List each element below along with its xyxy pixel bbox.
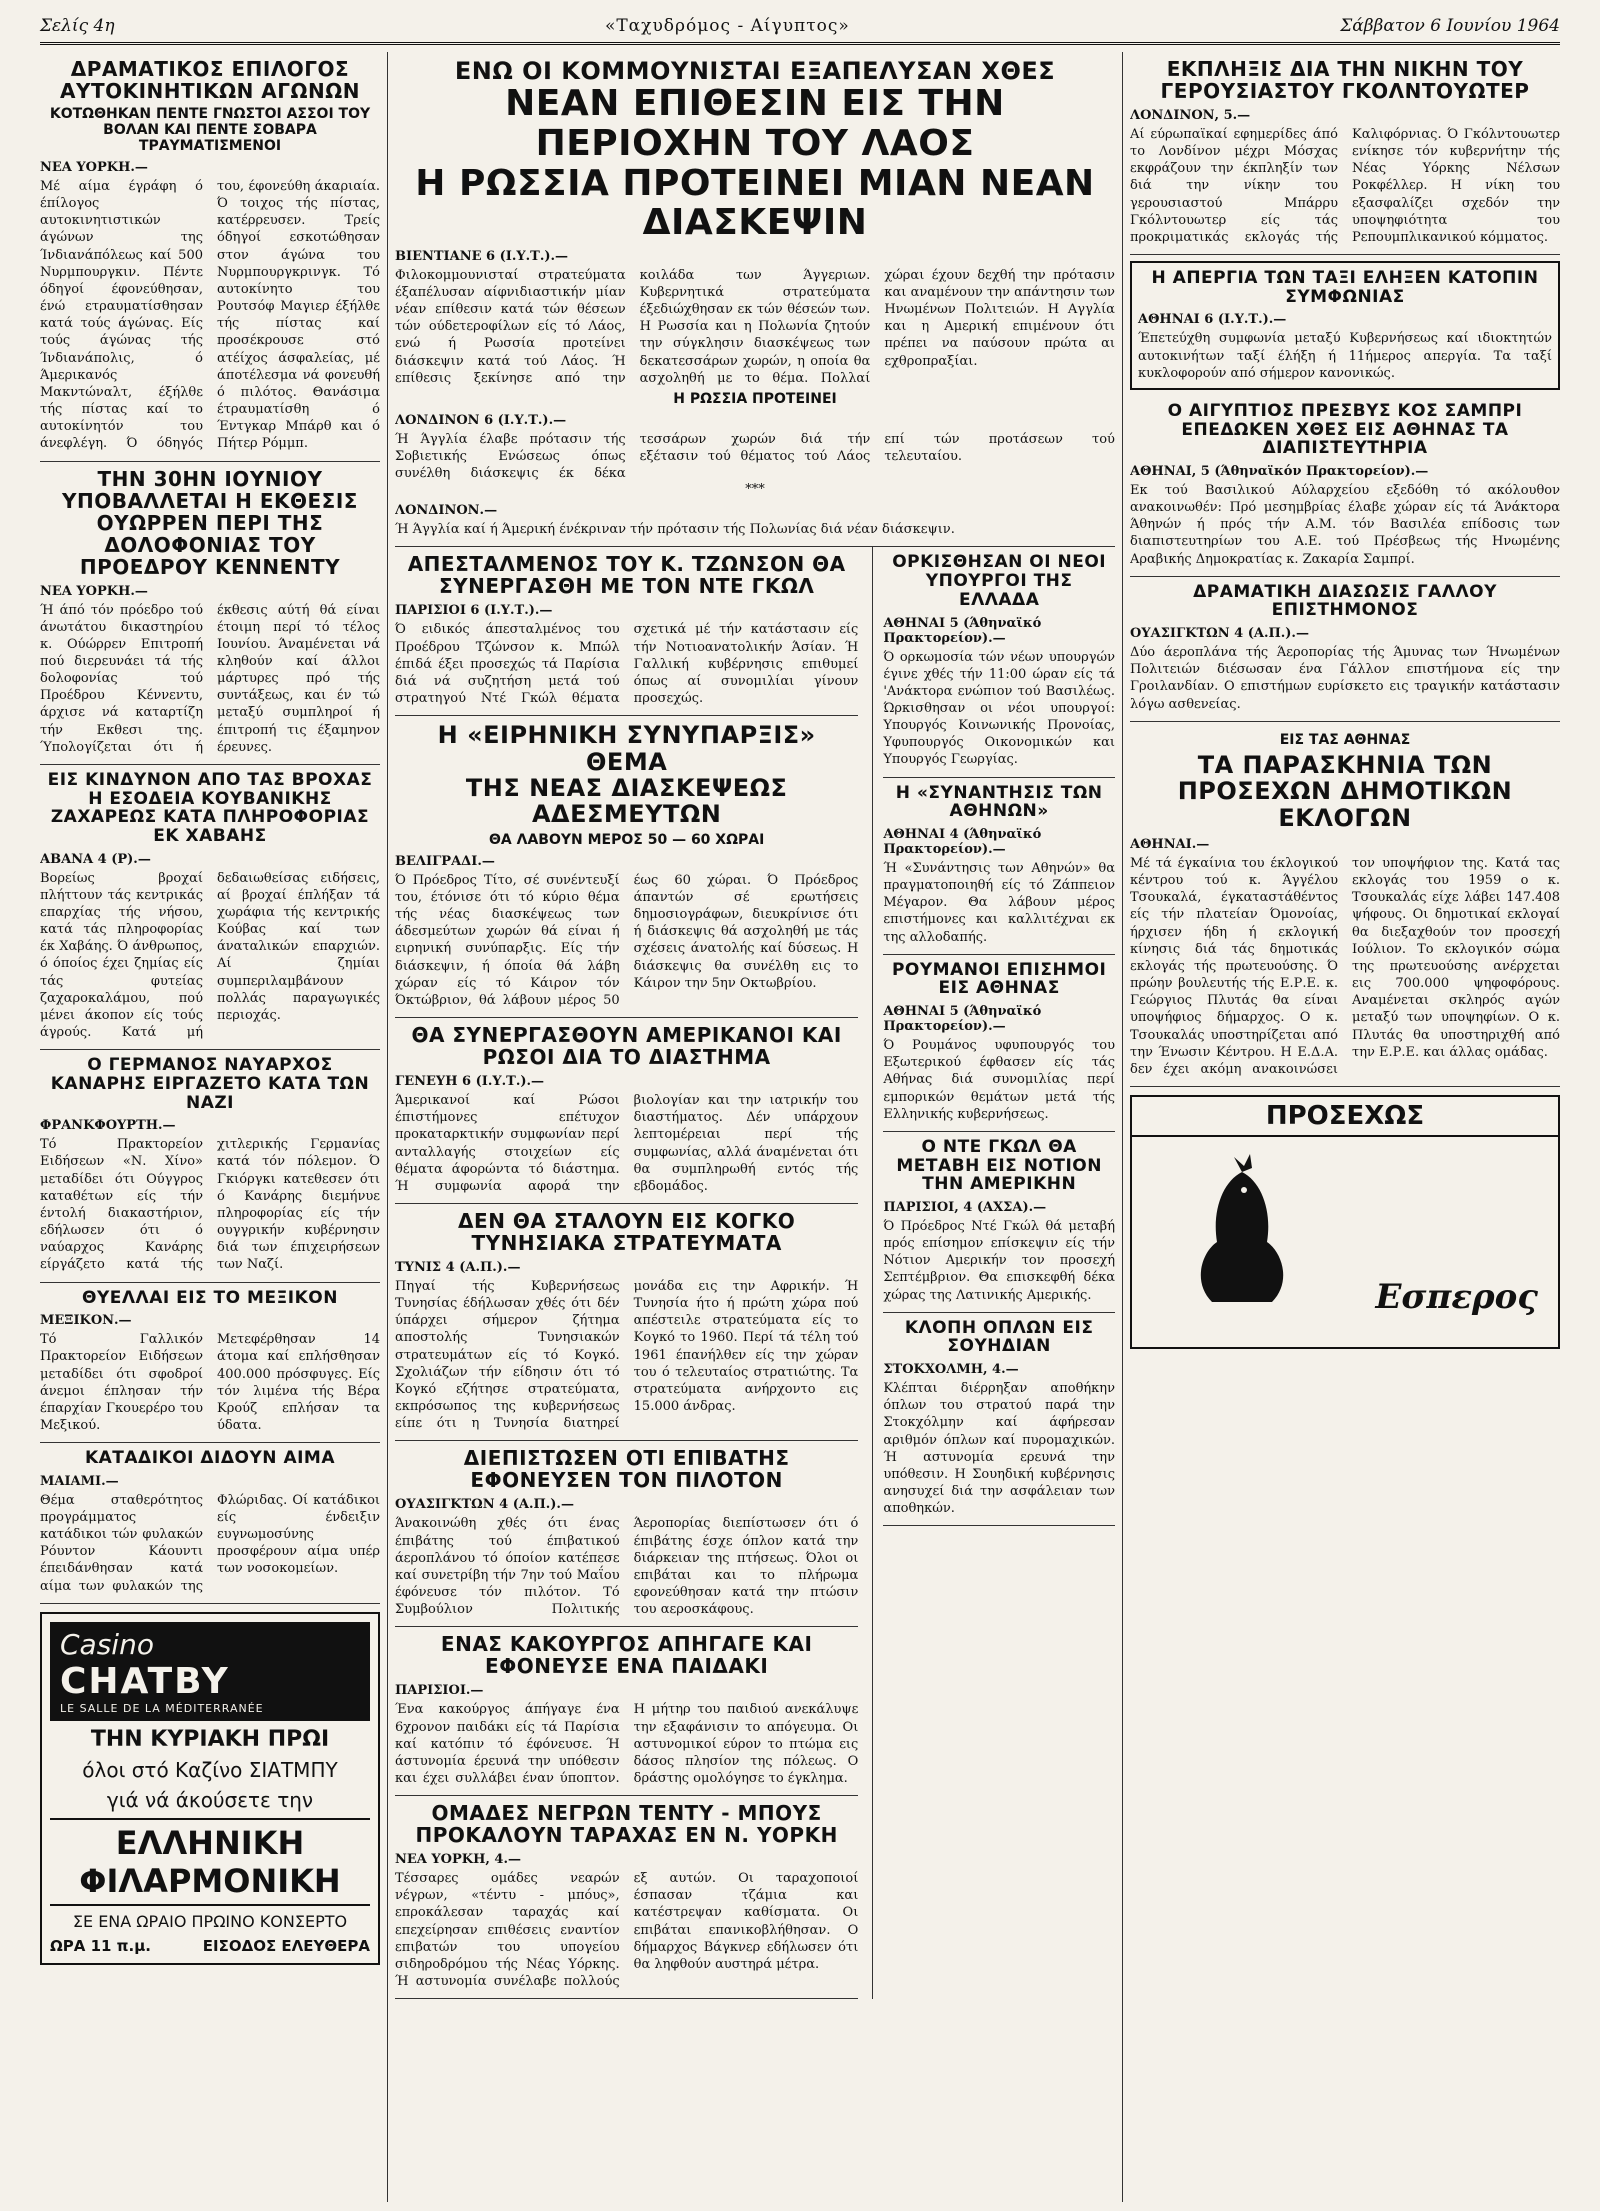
article-teddy-boys xyxy=(395,1796,858,1999)
article-goldwater xyxy=(1130,52,1560,255)
casino-logo xyxy=(50,1622,370,1721)
article-body: Ό ορκωμοσία τών νέων υπουργών έγινε χθές τήν 11:00 ώραν είς τά 'Ανάκτορα ενώπιον τού Βασιλέως. Ώρκισθησαν οι νέοι υπουργοί: Υπουργός Κοινωνικής Προνοίας, Υφυπουργός Οικονομικών και Υπουργός Γεωργίας. xyxy=(883,649,1115,768)
separator-stars: *** xyxy=(745,482,765,498)
article-athens-meeting xyxy=(883,778,1115,955)
article-headline: ΚΛΟΠΗ ΟΠΛΩΝ ΕΙΣ ΣΟΥΗΔΙΑΝ xyxy=(904,1317,1094,1357)
article-headline: ΕΙΣ ΚΙΝΔΥΝΟΝ ΑΠΟ ΤΑΣ ΒΡΟΧΑΣ Η ΕΣΟΔΕΙΑ ΚΟΥΒΑΝΙΚΗΣ ΖΑΧΑΡΕΩΣ ΚΑΤΑ ΠΛΗΡΟΦΟΡΙΑΣ ΕΚ ΧΑΒΑΗΣ xyxy=(47,769,373,846)
article-degaulle xyxy=(883,1132,1115,1313)
article-dateline: ΛΟΝΔΙΝΟΝ.— xyxy=(395,503,498,519)
article-dateline: ΛΟΝΔΙΝΟΝ, 5.— xyxy=(1130,108,1251,123)
article-dateline: ΝΕΑ ΥΟΡΚΗ, 4.— xyxy=(395,1852,521,1868)
article-headline: ΡΟΥΜΑΝΟΙ ΕΠΙΣΗΜΟΙ ΕΙΣ ΑΘΗΝΑΣ xyxy=(891,959,1107,999)
article-ambassador xyxy=(1130,396,1560,577)
issue-date: Σάββατον 6 Ιουνίου 1964 xyxy=(1340,16,1560,36)
article-headline: ΔΡΑΜΑΤΙΚΗ ΔΙΑΣΩΣΙΣ ΓΑΛΛΟΥ ΕΠΙΣΤΗΜΟΝΟΣ xyxy=(1193,581,1497,621)
article-headline-1: Η «ΕΙΡΗΝΙΚΗ ΣΥΝΥΠΑΡΞΙΣ» ΘΕΜΑ xyxy=(437,721,816,776)
article-dateline: ΟΥΑΣΙΓΚΤΩΝ 4 (Α.Π.).— xyxy=(1130,626,1309,642)
article-body: Ή «Συνάντησις των Αθηνών» θα πραγματοποιηθή είς τό Ζάππειον Μέγαρον. Θα λάβουν μέρος επιστήμονες και καλλιτέχναι εκ της αλλοδαπής. xyxy=(883,861,1115,945)
article-headline: ΑΠΕΣΤΑΛΜΕΝΟΣ ΤΟΥ Κ. ΤΖΩΝΣΟΝ ΘΑ ΣΥΝΕΡΓΑΣΘΗ ΜΕ ΤΟΝ ΝΤΕ ΓΚΩΛ xyxy=(407,552,846,599)
article-ministers xyxy=(883,547,1115,777)
article-body: Ό Πρόεδρος Τίτο, σέ συνέντευξί του, έτόνισε ότι τό κύριο θέμα τής νέας διασκέψεως των άδεσμεύτων χωρών θά είναι ή ειρηνική συνύπαρξις. Είς τήν διάσκεψιν, ή όποία θά λάβη χώραν είς τό Κάιρον τόν Όκτώβριον, θά λάβουν μέρος 50 έως 60 χώραι. Ό Πρόεδρος άπαντών σέ ερωτήσεις δημοσιογράφων, διευκρίνισε ότι ή διάσκεψις θά ασχοληθή με τάς σχέσεις άνατολής καί δύσεως. Η διάσκεψις θα συνέλθη εις το Κάιρον την 5ην Οκτωβρίου. xyxy=(395,872,859,1008)
article-headline: Ο ΝΤΕ ΓΚΩΛ ΘΑ ΜΕΤΑΒΗ ΕΙΣ ΝΟΤΙΟΝ ΤΗΝ ΑΜΕΡΙΚΗΝ xyxy=(896,1136,1102,1195)
article-headline: ΕΝΑΣ ΚΑΚΟΥΡΓΟΣ ΑΠΗΓΑΓΕ ΚΑΙ ΕΦΟΝΕΥΣΕ ΕΝΑ ΠΑΙΔΑΚΙ xyxy=(440,1632,813,1679)
article-warren xyxy=(40,462,380,765)
page-number: Σελίς 4η xyxy=(40,16,115,36)
article-dateline: ΝΕΑ ΥΟΡΚΗ.— xyxy=(40,160,148,175)
masthead xyxy=(40,10,1560,45)
article-dateline: ΑΘΗΝΑΙ 6 (Ι.Υ.Τ.).— xyxy=(1138,312,1287,328)
article-body: Τό Γαλλικόν Πρακτορείον Ειδήσεων μεταδίδει ότι σφοδροί άνεμοι έπλησαν τήν έπαρχίαν Γκουερέρο του Μεξικού. Μετεφέρθησαν 14 άτομα καί επλήσθησαν 400.000 πρόσφυγες. Είς τόν λιμένα τής Βέρα Κρούζ επλήσαν τα ύδατα. xyxy=(40,1332,380,1433)
article-headline: ΘΥΕΛΛΑΙ ΕΙΣ ΤΟ ΜΕΞΙΚΟΝ xyxy=(82,1287,338,1308)
article-body: Εκ τού Βασιλικού Αύλαρχείου εξεδόθη τό ακόλουθον ανακοινωθέν: Πρό μεσημβρίας έλαβε χώραν είς τά Άνάκτορα Άθηνών ή πρός τήν Α.Μ. τόν Βασιλέα επίδοσις των διαπιστευτηρίων του Α.Ε. τού Πρέσβεως τής Ηνωμένης Αραβικής Δημοκρατίας κ. Ζακαρία Σαμπρί. xyxy=(1130,483,1560,567)
article-body: Άμερικανοί καί Ρώσοι έπιστήμονες επέτυχον προκαταρκτικήν συμφωνίαν περί ανταλλαγής στοιχείων είς θέματα άφορώντα τό διάστημα. Ή συμφωνία αφορά την βιολογίαν και την ιατρικήν του διαστήματος. Δέν υπάρχουν λεπτομέρειαι περί τής συμφωνίας, αλλά άναμένεται ότι θα συμπληρωθή εντός τής εβδομάδος. xyxy=(395,1093,859,1194)
article-body: Αί εύρωπαϊκαί εφημερίδες άπό το Λονδίνον μέχρι Μόσχας εκφράζουν την έκπληξίν των διά την νίκην του γερουσιαστού Μπάρρυ Γκόλντουωτερ είς τάς προκριματικάς εκλογάς τής Καλιφόρνιας. Ό Γκόλντουωτερ ενίκησε τόν κυβερνήτην τής Νέας Υόρκης Νέλσων Ροκφέλλερ. Η νίκη του εξασφαλίζει σχεδόν την υποψηφιότητα του Ρεπουμπλικανικού κόμματος. xyxy=(1130,127,1560,245)
ad-line: ΤΗΝ ΚΥΡΙΑΚΗ ΠΡΩΙ xyxy=(90,1726,330,1752)
article-elections xyxy=(1130,722,1560,1087)
article-headline: ΤΗΝ 30ΗΝ ΙΟΥΝΙΟΥ ΥΠΟΒΑΛΛΕΤΑΙ Η ΕΚΘΕΣΙΣ ΟΥΩΡΡΕΝ ΠΕΡΙ ΤΗΣ ΔΟΛΟΦΟΝΙΑΣ ΤΟΥ ΠΡΟΕΔΡΟΥ ΚΕΝΝΕΝΤΥ xyxy=(62,466,358,579)
paper-name: «Ταχυδρόμος - Αίγυπτος» xyxy=(604,16,850,36)
article-headline: ΚΑΤΑΔΙΚΟΙ ΔΙΔΟΥΝ ΑΙΜΑ xyxy=(84,1448,336,1469)
center-side xyxy=(872,547,1115,1999)
article-space xyxy=(395,1018,858,1204)
article-dateline: ΟΥΑΣΙΓΚΤΩΝ 4 (Α.Π.).— xyxy=(395,1497,574,1513)
lead-headline-1: ΕΝΩ ΟΙ ΚΟΜΜΟΥΝΙΣΤΑΙ ΕΞΑΠΕΛΥΣΑΝ ΧΘΕΣ xyxy=(454,57,1056,85)
article-dateline: ΤΥΝΙΣ 4 (Α.Π.).— xyxy=(395,1260,521,1276)
article-body: Ό Πρόεδρος Ντέ Γκώλ θά μεταβή πρός επίσημον επίσκεψιν είς τήν Νότιον Αμερικήν τον προσεχή Σεπτέμβριον. Θα επισκεφθή δέκα χώρας της Λατινικής Αμερικής. xyxy=(883,1219,1115,1303)
center-main xyxy=(395,547,858,1999)
article-headline: ΔΕΝ ΘΑ ΣΤΑΛΟΥΝ ΕΙΣ ΚΟΓΚΟ ΤΥΝΗΣΙΑΚΑ ΣΤΡΑΤΕΥΜΑΤΑ xyxy=(458,1209,796,1256)
ad-brand: Εσπερος xyxy=(1375,1276,1538,1317)
article-body: Μέ τά έγκαίνια του έκλογικού κέντρου τού κ. Άγγέλου Τσουκαλά, έγκαταστάθέντος είς τήν πλατείαν Όμονοίας, ήρχισεν ήδη ή εκλογική κίνησις διά τάς δημοτικάς εκλογάς τής πρωτευούσης. Ό πρώην βουλευτής τής Ε.Ρ.Ε. κ. Γεώργιος Πλυτάς θα είναι υποψήφιος δήμαρχος. Ο κ. Τσουκαλάς υποστηρίζεται από την Ένωσιν Κέντρου. Η Ε.Δ.Α. δεν έχει ακόμη ανακοινώσει τον υποψήφιον της. Κατά τας εκλογάς του 1959 ο κ. Τσουκαλάς είχε λάβει 147.408 ψήφους. Οι δημοτικαί εκλογαί θα διεξαχθούν τον προσεχή Ιούλιον. Το εκλογικόν σώμα της πρωτευούσης ανέρχεται εις 700.000 ψηφοφόρους. Αναμένεται σκληρός αγών μεταξύ των υποψηφίων. Ο κ. Πλυτάς θα υποστηριχθή από την Ε.Ρ.Ε. και άλλας ομάδας. xyxy=(1130,855,1560,1077)
article-cuba xyxy=(40,765,380,1050)
article-dateline: ΜΕΞΙΚΟΝ.— xyxy=(40,1313,132,1329)
article-headline: Η «ΣΥΝΑΝΤΗΣΙΣ ΤΩΝ ΑΘΗΝΩΝ» xyxy=(895,782,1103,822)
column-rule xyxy=(387,52,388,2202)
article-congo xyxy=(395,1204,858,1441)
article-blood xyxy=(40,1443,380,1604)
ad-line: γιά νά άκούσετε την xyxy=(106,1787,314,1812)
article-body: Άνακοινώθη χθές ότι ένας έπιβάτης τού έπιβατικού άεροπλάνου τό όποίον κατέπεσε καί συνετρίβη τήν 7ην τού Μαΐου έφόνευσε τόν πιλότον. Τό Συμβούλιον Πολιτικής Άεροπορίας διεπίστωσεν ότι ό έπιβάτης έσχε όπλον κατά την διάρκειαν της πτήσεως. Όλοι οι επιβάται και το πλήρωμα εφονεύθησαν κατά την πτώσιν του αεροσκάφους. xyxy=(395,1516,859,1618)
column-left xyxy=(40,52,380,2202)
article-race xyxy=(40,52,380,462)
article-kicker: ΕΙΣ ΤΑΣ ΑΘΗΝΑΣ xyxy=(1279,731,1411,748)
article-dateline: ΠΑΡΙΣΙΟΙ 6 (Ι.Υ.Τ.).— xyxy=(395,603,553,619)
article-johnson xyxy=(395,547,858,716)
article-dateline: ΓΕΝΕΥΗ 6 (Ι.Υ.Τ.).— xyxy=(395,1074,545,1090)
article-headline-2: ΤΗΣ ΝΕΑΣ ΔΙΑΣΚΕΨΕΩΣ ΑΔΕΣΜΕΥΤΩΝ xyxy=(465,774,788,829)
article-dateline: ΛΟΝΔΙΝΟΝ 6 (Ι.Υ.Τ.).— xyxy=(395,412,567,428)
column-center xyxy=(395,52,1115,2202)
article-dateline: ΑΘΗΝΑΙ 5 (Άθηναϊκό Πρακτορείον).— xyxy=(883,615,1042,646)
article-criminal xyxy=(395,1627,858,1796)
article-mexico xyxy=(40,1283,380,1444)
article-subhead: ΚΟΤΩΘΗΚΑΝ ΠΕΝΤΕ ΓΝΩΣΤΟΙ ΑΣΣΟΙ ΤΟΥ ΒΟΛΑΝ ΚΑΙ ΠΕΝΤΕ ΣΟΒΑΡΑ ΤΡΑΥΜΑΤΙΣΜΕΝΟΙ xyxy=(49,106,371,154)
article-dateline: ΠΑΡΙΣΙΟΙ, 4 (ΑΧΣΑ).— xyxy=(883,1200,1047,1216)
ad-footer xyxy=(50,1937,370,1955)
article-body: Ή Άγγλία έλαβε πρότασιν τής Σοβιετικής Ενώσεως όπως συνέλθη διάσκεψις έκ δέκα τεσσάρων χωρών διά τήν εξέτασιν τού θέματος τού Λάος επί τών προτάσεων τού τελευταίου. xyxy=(395,431,1115,482)
article-rescue xyxy=(1130,577,1560,722)
article-headline: ΟΜΑΔΕΣ ΝΕΓΡΩΝ ΤΕΝΤΥ - ΜΠΟΥΣ ΠΡΟΚΑΛΟΥΝ ΤΑΡΑΧΑΣ ΕΝ Ν. ΥΟΡΚΗ xyxy=(415,1801,838,1848)
article-body: Φιλοκομμουνισταί στρατεύματα έξαπέλυσαν αίφνιδιαστικήν μίαν νέαν επίθεσιν κατά τών θέσεων τών ούδετεροφίλων είς τό Λάος, ενώ ή Ρωσσία προτείνει διάσκεψιν κατά τού Λάος. Ή επίθεσις ξεκίνησε από την κοιλάδα των Άγγεριων. Κυβερνητικά στρατεύματα έξεδιώχθησαν εκ τών θέσεών των. Η Ρωσσία και η Πολωνία ζητούν την σύγκλησιν διασκέψεως των δεκατεσσάρων χωρών, η οποία θα ασχοληθή με το θέμα. Πολλαί χώραι έχουν δεχθή την πρότασιν και αναμένουν την απάντησιν των Ηνωμένων Πολιτειών. Η Αγγλία και η Αμερική επιμένουν ότι πρέπει να παύσουν πρώτα αι εχθροπραξίαι. xyxy=(395,267,1115,386)
ad-title: ΠΡΟΣΕΧΩΣ xyxy=(1132,1097,1558,1137)
article-body: Ή Άγγλία καί ή Άμερική ένέκριναν τήν πρότασιν τής Πολωνίας διά νέαν διάσκεψιν. xyxy=(395,522,955,538)
lead-headline-2: ΝΕΑΝ ΕΠΙΘΕΣΙΝ ΕΙΣ ΤΗΝ ΠΕΡΙΟΧΗΝ ΤΟΥ ΛΑΟΣ xyxy=(505,83,1005,164)
article-dateline: ΑΘΗΝΑΙ.— xyxy=(1130,836,1210,852)
article-laos xyxy=(395,52,1115,547)
article-dateline: ΣΤΟΚΧΟΛΜΗ, 4.— xyxy=(883,1362,1019,1378)
casino-advertisement xyxy=(40,1612,380,1965)
article-body: Ό Ρουμάνος υφυπουργός του Εξωτερικού έφθασεν είς τάς Αθήνας διά συνομιλίας περί εμπορικών θεμάτων μετά τής Ελληνικής κυβερνήσεως. xyxy=(883,1038,1115,1122)
article-body: Τέσσαρες ομάδες νεαρών νέγρων, «τέντυ - μπόυς», επροκάλεσαν ταραχάς καί επεχείρησαν επιθέσεις εναντίον επιβατών του υπογείου σιδηροδρόμου τής Νέας Υόρκης. Ή αστυνομία συνέλαβε πολλούς εξ αυτών. Οι ταραχοποιοί έσπασαν τζάμια και κατέστρεψαν καθίσματα. Οι επιβάται επανικοβλήθησαν. Ο δήμαρχος Βάγκνερ εδήλωσεν ότι θα ληφθούν αυστηρά μέτρα. xyxy=(395,1871,859,1990)
article-dateline: ΜΑΙΑΜΙ.— xyxy=(40,1473,119,1489)
article-body: Βορείως βροχαί πλήττουν τάς κεντρικάς επαρχίας τής νήσου, κατά τάς πληροφορίας έκ Χαβάης. Ό άνθρωπος, ό όποίος έχει ζημίας είς τάς φυτείας ζαχαροκαλάμου, πού μένει άκοπον είς τούς άγρούς. Κατά μή δεδαιωθείσας ειδήσεις, αί βροχαί έπλήξαν τά χωράφια τής κεντρικής Κούβας καί των άναταλικών επαρχιών. Αί ζημίαι συμπεριλαμβάνουν πολλάς παραγωγικές περιοχάς. xyxy=(40,870,380,1041)
ad-line: όλοι στό Καζίνο ΣΙΑΤΜΠΥ xyxy=(82,1757,338,1782)
article-dateline: ΠΑΡΙΣΙΟΙ.— xyxy=(395,1683,484,1699)
ad-line: ΣΕ ΕΝΑ ΩΡΑΙΟ ΠΡΩΙΝΟ ΚΟΝΣΕΡΤΟ xyxy=(72,1911,348,1931)
article-body: Θέμα σταθερότητος προγράμματος κατάδικοι τών φυλακών Ρόυντον Κάουντι έπειδάνθησαν κατά αίμα των φυλακών της Φλώριδας. Οί κατάδικοι είς ένδειξιν ευγνωμοσύνης προσφέρουν αίμα υπέρ των νοσοκομείων. xyxy=(40,1492,380,1594)
ad-time: ΩΡΑ 11 π.μ. xyxy=(50,1936,151,1955)
lead-headline-3: Η ΡΩΣΣΙΑ ΠΡΟΤΕΙΝΕΙ ΜΙΑΝ ΝΕΑΝ ΔΙΑΣΚΕΨΙΝ xyxy=(415,162,1095,244)
article-dateline: ΑΘΗΝΑΙ 5 (Άθηναϊκό Πρακτορείον).— xyxy=(883,1004,1042,1035)
column-rule xyxy=(1122,52,1123,2202)
article-body: Τό Πρακτορείον Ειδήσεων «Ν. Χίνο» μεταδίδει ότι Ούγγρος καταθέτων είς τήν έντολή διακαστήριον, εδήλωσεν ότι ό ναύαρχος Κανάρης είργάζετο κατά τής χιτλερικής Γερμανίας κατά τόν πόλεμον. Ό Γκιόργκι κατεθεσεν ότι ό Κανάρης διεμήνυε πληροφορίας είς τήν ουγγρικήν κυβέρνησιν διά των έπιχειρήσεων των Ναζί. xyxy=(40,1137,380,1273)
article-headline: Ο ΓΕΡΜΑΝΟΣ ΝΑΥΑΡΧΟΣ ΚΑΝΑΡΗΣ ΕΙΡΓΑΖΕΤΟ ΚΑΤΑ ΤΩΝ ΝΑΖΙ xyxy=(50,1055,370,1113)
center-split xyxy=(395,547,1115,1999)
article-body: Δύο άεροπλάνα τής Άεροπορίας τής Άμυνας των Ήνωμένων Πολιτειών διέσωσαν ένα Γάλλον επιστήμονα είς την Γροιλανδίαν. Ο επιστήμων ευρίσκετο εις τραγικήν κατάστασιν λόγω ασθενείας. xyxy=(1130,645,1560,712)
article-body: Ή άπό τόν πρόεδρο τού άνωτάτου δικαστηρίου κ. Ούώρρεν Επιτροπή πού διερευνάει τά τής δολοφονίας τού Προέδρου Κέννεντυ, άρχισε νά καταρτίζη τήν Εκθεσι της. Ύπολογίζεται ότι ή έκθεσις αύτή θά είναι έτοιμη περί τό τέλος Ιουνίου. Άναμένεται νά κληθούν καί άλλοι μάρτυρες πρό τής συντάξεως, και έν τώ μεταξύ συμπληροί ή έπιτροπή τις έξαμηνον έρευνες. xyxy=(40,602,380,755)
article-dateline: ΒΙΕΝΤΙΑΝΕ 6 (Ι.Υ.Τ.).— xyxy=(395,248,569,264)
ad-entry: ΕΙΣΟΔΟΣ ΕΛΕΥΘΕΡΑ xyxy=(202,1936,370,1955)
article-dateline: ΦΡΑΝΚΦΟΥΡΤΗ.— xyxy=(40,1118,176,1134)
article-headline: ΔΡΑΜΑΤΙΚΟΣ ΕΠΙΛΟΓΟΣ ΑΥΤΟΚΙΝΗΤΙΚΩΝ ΑΓΩΝΩΝ xyxy=(59,57,360,103)
ad-line: ΕΛΛΗΝΙΚΗ ΦΙΛΑΡΜΟΝΙΚΗ xyxy=(50,1818,370,1906)
article-pilot xyxy=(395,1441,858,1627)
article-headline: ΟΡΚΙΣΘΗΣΑΝ ΟΙ ΝΕΟΙ ΥΠΟΥΡΓΟΙ ΤΗΣ ΕΛΛΑΔΑ xyxy=(892,552,1107,610)
article-headline: Ο ΑΙΓΥΠΤΙΟΣ ΠΡΕΣΒΥΣ ΚΟΣ ΣΑΜΠΡΙ ΕΠΕΔΩΚΕΝ ΧΘΕΣ ΕΙΣ ΑΘΗΝΑΣ ΤΑ ΔΙΑΠΙΣΤΕΥΤΗΡΙΑ xyxy=(1167,400,1523,459)
casino-logo-name: CHATBY xyxy=(60,1660,230,1702)
article-dateline: ΒΕΛΙΓΡΑΔΙ.— xyxy=(395,853,495,869)
article-body: Πηγαί τής Κυβερνήσεως Τυνησίας έδήλωσαν χθές ότι δέν ύπάρχει σήμερον ζήτημα αποστολής Τυνησιακών στρατευμάτων είς τό Κογκό. Σχολιάζων τήν είδησιν ότι τό Κογκό εζήτησε στρατεύματα, εκπρόσωπος της κυβερνήσεως είπε ότι η Τυνησία διατηρεί μονάδα εις την Αφρικήν. Ή Τυνησία ήτο ή πρώτη χώρα πού απέστειλε στρατεύματα είς το Κογκό το 1960. Περί τά τέλη τού 1961 έπανήλθεν είς την χώραν του ό τελευταίος στρατιώτης. Τα στρατεύματα ανήρχοντο εις 15.000 άνδρας. xyxy=(395,1279,859,1432)
article-body: Κλέπται διέρρηξαν αποθήκην όπλων του στρατού παρά την Στοκχόλμην καί άφήρεσαν αριθμόν όπλων καί πυρομαχικών. Ή αστυνομία ερευνά την υπόθεσιν. Η Σουηδική κυβέρνησις ανησυχεί διά την ασφάλειαν των αποθηκών. xyxy=(883,1381,1115,1517)
article-headline: ΤΑ ΠΑΡΑΣΚΗΝΙΑ ΤΩΝ ΠΡΟΣΕΧΩΝ ΔΗΜΟΤΙΚΩΝ ΕΚΛΟΓΩΝ xyxy=(1177,750,1513,832)
article-dateline: ΝΕΑ ΥΟΡΚΗ.— xyxy=(40,583,148,599)
article-nonaligned xyxy=(395,716,858,1018)
article-dateline: ΑΘΗΝΑΙ, 5 (Άθηναϊκόν Πρακτορείον).— xyxy=(1130,464,1429,479)
article-dateline: ΑΘΗΝΑΙ 4 (Άθηναϊκό Πρακτορείον).— xyxy=(883,827,1042,858)
article-canaris xyxy=(40,1050,380,1282)
article-subhead: ΘΑ ΛΑΒΟΥΝ ΜΕΡΟΣ 50 — 60 ΧΩΡΑΙ xyxy=(489,831,765,848)
article-headline: ΘΑ ΣΥΝΕΡΓΑΣΘΟΥΝ ΑΜΕΡΙΚΑΝΟΙ ΚΑΙ ΡΩΣΟΙ ΔΙΑ ΤΟ ΔΙΑΣΤΗΜΑ xyxy=(411,1023,842,1070)
column-right xyxy=(1130,52,1560,2202)
article-headline: ΕΚΠΛΗΞΙΣ ΔΙΑ ΤΗΝ ΝΙΚΗΝ ΤΟΥ ΓΕΡΟΥΣΙΑΣΤΟΥ ΓΚΟΛΝΤΟΥΩΤΕΡ xyxy=(1160,57,1530,103)
article-headline: ΔΙΕΠΙΣΤΩΣΕΝ ΟΤΙ ΕΠΙΒΑΤΗΣ ΕΦΟΝΕΥΣΕΝ ΤΟΝ ΠΙΛΟΤΟΝ xyxy=(463,1446,790,1493)
article-taxi-strike xyxy=(1130,261,1560,390)
article-romanians xyxy=(883,955,1115,1132)
article-body: Ό ειδικός άπεσταλμένος του Προέδρου Τζώνσον κ. Μπώλ έπιδά έξει προσεχώς τά Παρίσια διά νά συζητήση μετά τού στρατηγού Ντέ Γκώλ θέματα σχετικά μέ τήν κατάστασιν είς τήν Νοτιοανατολικήν Άσίαν. Ή Γαλλική κυβέρνησις επιθυμεί όπως αί συνομιλίαι γίνουν προσεχώς. xyxy=(395,622,859,707)
article-sweden xyxy=(883,1313,1115,1527)
article-body: Μέ αίμα έγράφη ό έπίλογος αυτοκινητιστικών άγώνων της Ίνδιανάπόλεως καί 500 Νυρμπουργκιν. Πέντε όδηγοί έφονεύθησαν, ένώ ετραυματίσθησαν κατά τούς άγώνας. Είς τούς άγώνας τής Ίνδιανάπολις, ό Άμερικανός Μακντώναλτ, έξήλθε τής πίστας καί το αυτοκίνητόν του άνεφλέγη. Ό όδηγός του, έφονεύθη άκαριαία. Ό τοιχος τής πίστας, κατέρρευσεν. Τρείς όδηγοί εσκοτώθησαν στον άγώνα του Νυρμπουργκρινγκ. Τό αυτοκίνητο του Ρουτσόφ Μαγιερ έξήλθε τής πίστας καί προσέκρουσε στό ατέίχος άσφαλείας, μέ άποτέλεσμα νά φονευθή ό πιλότος. Θανάσιμα έτραυματίσθη ό Έντγκαρ Μπάρθ και ό Πήτερ Ρόμμπ. xyxy=(40,179,380,452)
rooster-icon xyxy=(1162,1152,1322,1322)
article-subhead: Η ΡΩΣΣΙΑ ΠΡΟΤΕΙΝΕΙ xyxy=(673,390,837,407)
article-body: Έπετεύχθη συμφωνία μεταξύ Κυβερνήσεως καί ιδιοκτητών αυτοκινήτων ταξί έλήξη ή 11ήμερος απεργία. Τα ταξί κυκλοφορούν από σήμερον κανονικώς. xyxy=(1138,331,1552,381)
casino-logo-tagline: LE SALLE DE LA MÉDITERRANÉE xyxy=(60,1701,264,1715)
casino-logo-script: Casino xyxy=(60,1627,154,1661)
article-dateline: ΑΒΑΝΑ 4 (Ρ).— xyxy=(40,851,151,867)
prosexos-advertisement xyxy=(1130,1095,1560,1349)
article-headline: Η ΑΠΕΡΓΙΑ ΤΩΝ ΤΑΞΙ ΕΛΗΞΕΝ ΚΑΤΟΠΙΝ ΣΥΜΦΩΝΙΑΣ xyxy=(1151,268,1539,307)
article-body: Ένα κακούργος άπήγαγε ένα 6χρονον παιδάκι είς τά Παρίσια καί κατόπιν τό έφόνευσε. Ή άστυνομία έρευνά την υπόθεσιν και έχει συλλάβει έναν ύποπτον. Η μήτηρ του παιδιού ανεκάλυψε την εξαφάνισιν το απόγευμα. Οι αστυνομικοί εύρον το πτώμα εις δάσος πλησίον της πόλεως. Ο δράστης ομολόγησε το έγκλημα. xyxy=(395,1702,859,1786)
